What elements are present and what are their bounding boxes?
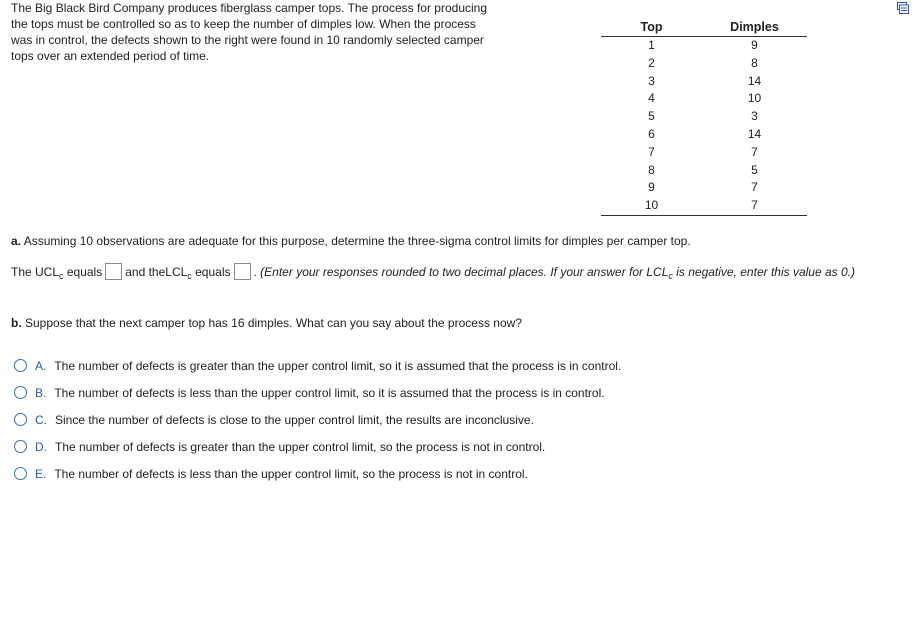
note-subscript: c: [668, 271, 673, 281]
option-letter: A.: [35, 358, 47, 373]
option-text: The number of defects is less than the upper control limit, so the process is not in control.: [54, 466, 528, 481]
option-b[interactable]: [14, 379, 621, 406]
problem-intro: The Big Black Bird Company produces fiberglass camper tops. The process for producing the tops must be controlled so as to keep the number of dimples low. When the process was in control, the defects shown to the right were found in 10 randomly selected camper tops over an extended period of time.: [11, 1, 488, 63]
lcl-equals: equals: [191, 265, 231, 279]
option-letter: B.: [35, 385, 47, 400]
dimples-cell: 8: [751, 55, 758, 70]
top-cell: 6: [648, 126, 655, 141]
top-cell: 7: [648, 144, 655, 159]
answer-options: [14, 352, 621, 487]
question-a-text: Assuming 10 observations are adequate for this purpose, determine the three-sigma control limits for dimples per camper top.: [21, 234, 691, 248]
table-row: [601, 73, 807, 91]
rounding-note-text: (Enter your responses rounded to two decimal places. If your answer for LCL: [256, 265, 669, 279]
top-cell: 2: [648, 55, 655, 70]
question-a: [11, 234, 691, 248]
header-top: Top: [601, 17, 702, 37]
ucl-prefix: The UCL: [11, 265, 60, 279]
top-cell: 1: [648, 38, 655, 52]
lcl-answer-input[interactable]: [234, 263, 251, 280]
table-row: [601, 108, 807, 126]
question-b-label: b.: [11, 316, 22, 330]
top-cell: 4: [648, 91, 655, 106]
table-row: [601, 90, 807, 108]
ucl-equals: equals: [63, 265, 103, 279]
dimples-data-table: [601, 17, 807, 216]
question-b-text: Suppose that the next camper top has 16 dimples. What can you say about the process now?: [21, 316, 522, 330]
lcl-prefix: LCL: [165, 265, 188, 279]
radio-button-icon[interactable]: [14, 359, 27, 372]
table-row: [601, 55, 807, 73]
dimples-cell: 14: [747, 73, 762, 88]
answer-line: [11, 262, 916, 286]
table-row: [601, 37, 807, 55]
table-row: [601, 162, 807, 180]
top-cell: 5: [648, 109, 655, 124]
option-c[interactable]: [14, 406, 621, 433]
dimples-cell: 3: [751, 109, 758, 124]
table-row: [601, 179, 807, 197]
dimples-cell: 14: [747, 126, 762, 141]
radio-button-icon[interactable]: [14, 413, 27, 426]
option-text: Since the number of defects is close to the upper control limit, the results are inconclusive.: [55, 412, 534, 427]
question-a-label: a.: [11, 234, 22, 248]
answer-period: .: [253, 265, 257, 279]
and-the-text: and the: [125, 265, 166, 279]
option-letter: D.: [35, 439, 47, 454]
dimples-cell: 7: [751, 180, 758, 195]
radio-button-icon[interactable]: [14, 440, 27, 453]
option-text: The number of defects is greater than the upper control limit, so it is assumed that the process is in control.: [54, 358, 622, 373]
dimples-cell: 7: [702, 197, 807, 215]
option-text: The number of defects is less than the upper control limit, so it is assumed that the process is in control.: [54, 385, 605, 400]
top-cell: 8: [648, 162, 655, 177]
radio-button-icon[interactable]: [14, 386, 27, 399]
option-e[interactable]: [14, 460, 621, 487]
lcl-subscript: c: [187, 271, 192, 281]
dimples-cell: 10: [747, 91, 762, 106]
radio-button-icon[interactable]: [14, 467, 27, 480]
ucl-subscript: c: [59, 271, 64, 281]
dimples-cell: 7: [751, 144, 758, 159]
dimples-cell: 5: [751, 162, 758, 177]
option-text: The number of defects is greater than the upper control limit, so the process is not in control.: [55, 439, 546, 454]
table-row: [601, 197, 807, 215]
table-row: [601, 144, 807, 162]
top-cell: 9: [648, 180, 655, 195]
option-letter: E.: [35, 466, 47, 481]
option-a[interactable]: [14, 352, 621, 379]
ucl-answer-input[interactable]: [105, 263, 122, 280]
dimples-cell: 9: [751, 38, 758, 52]
rounding-note: [257, 265, 855, 279]
copy-icon[interactable]: [897, 2, 909, 14]
option-letter: C.: [35, 412, 47, 427]
table-row: [601, 126, 807, 144]
rounding-note-end: is negative, enter this value as 0.): [672, 265, 855, 279]
option-d[interactable]: [14, 433, 621, 460]
top-cell: 10: [601, 197, 702, 215]
question-b: [11, 316, 522, 330]
top-cell: 3: [648, 73, 655, 88]
header-dimples: Dimples: [702, 17, 807, 37]
